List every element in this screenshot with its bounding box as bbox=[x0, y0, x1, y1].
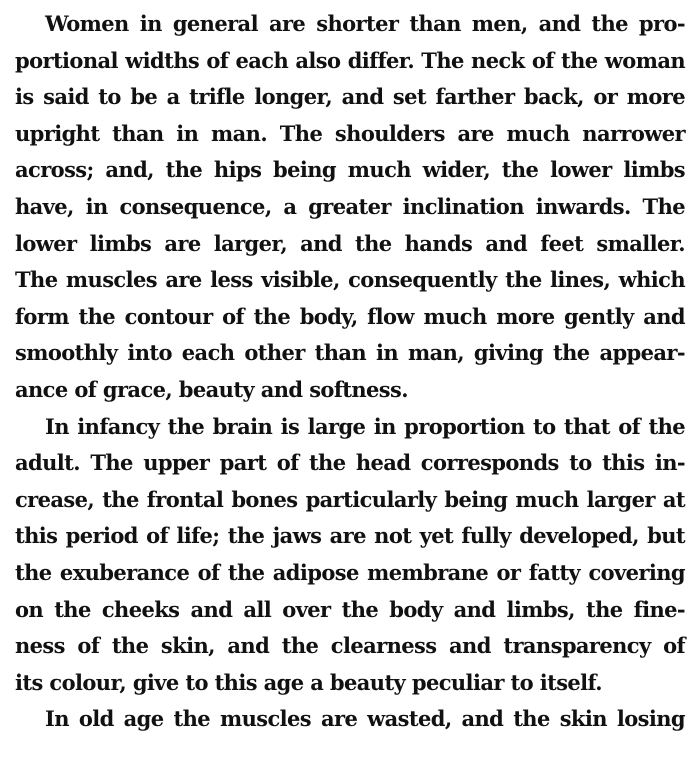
text-line: across; and, the hips being much wider, the lower limbs bbox=[15, 157, 685, 183]
text-line: Women in general are shorter than men, and the pro- bbox=[45, 11, 685, 36]
text-line: smoothly into each other than in man, giving the appear- bbox=[15, 340, 685, 366]
text-line: The muscles are less visible, consequently the lines, which bbox=[15, 267, 685, 293]
document-page bbox=[15, 6, 685, 738]
text-line: portional widths of each also differ. The neck of the woman bbox=[15, 47, 685, 73]
text-line: lower limbs are larger, and the hands and feet smaller. bbox=[15, 230, 685, 256]
text-line: have, in consequence, a greater inclination inwards. The bbox=[15, 193, 685, 219]
text-line: In infancy the brain is large in proportion to that of the bbox=[45, 413, 685, 439]
paragraph-infancy bbox=[15, 409, 685, 702]
text-line: In old age the muscles are wasted, and the skin losing bbox=[45, 706, 685, 732]
text-line: ness of the skin, and the clearness and transparency of bbox=[15, 633, 685, 659]
text-line: form the contour of the body, flow much more gently and bbox=[15, 303, 685, 329]
paragraph-women bbox=[15, 6, 685, 409]
text-line: adult. The upper part of the head corresponds to this in- bbox=[15, 450, 685, 476]
text-line: on the cheeks and all over the body and limbs, the fine- bbox=[15, 596, 685, 622]
text-line: its colour, give to this age a beauty peculiar to itself. bbox=[15, 669, 602, 695]
text-line: ance of grace, beauty and softness. bbox=[15, 376, 408, 402]
text-line: the exuberance of the adipose membrane or fatty covering bbox=[15, 559, 685, 585]
text-line: is said to be a trifle longer, and set farther back, or more bbox=[15, 84, 685, 110]
text-line: crease, the frontal bones particularly being much larger at bbox=[15, 486, 685, 512]
text-line: upright than in man. The shoulders are much narrower bbox=[15, 120, 685, 146]
text-line: this period of life; the jaws are not yet fully developed, but bbox=[15, 523, 685, 549]
paragraph-old-age bbox=[15, 701, 685, 738]
